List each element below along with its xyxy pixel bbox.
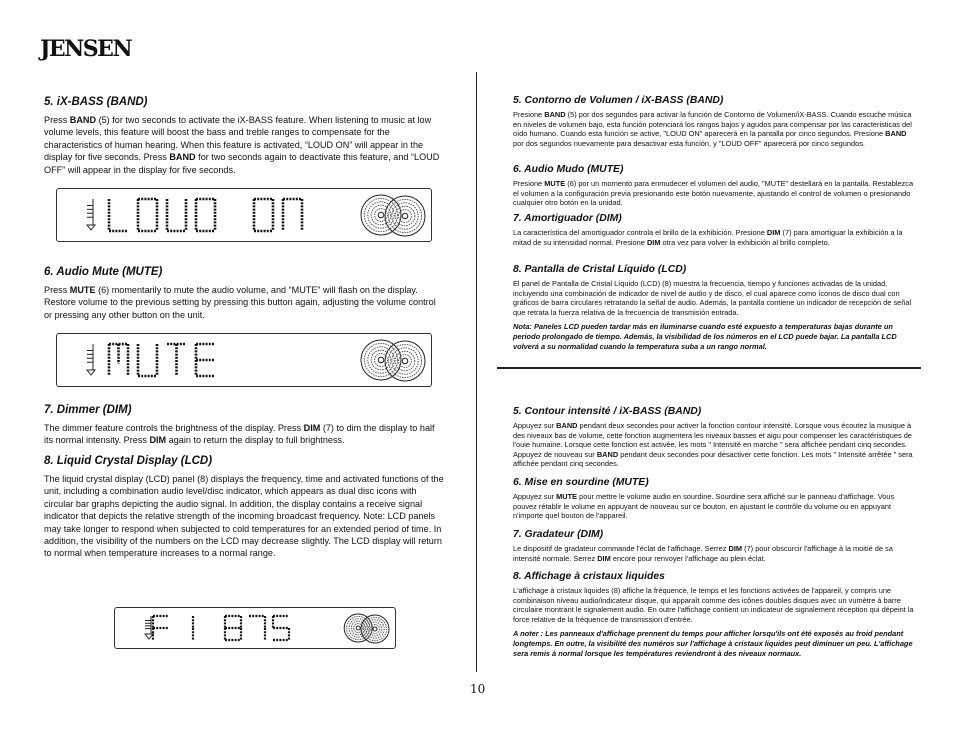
es-body-5: Presione BAND (5) por dos segundos para activar la función de Contorno de Volumen/iX-BASS. Cuando escuche música en niveles de volumen bajo, esta función potenciará los rangos bajos y agudos para compensar por las caracteristicas del oído humano. Cuando esta función se active, "LOUD ON" aparecerá en la pantalla por cinco segundos. Presione BAND por dos segundos nuevamente para desactivar esta función, y "LOUD OFF" aparecerá por cinco segundos.: [513, 110, 912, 148]
en-section-7: [44, 404, 446, 447]
signal-arrow-icon: [87, 225, 95, 230]
page-number: 10: [470, 682, 486, 696]
fr-body-8: L'affichage à cristaux liquides (8) affiche la fréquence, le temps et les fonctions activées de l'appareil, y compris une combinaison niveau audio/indicateur disque, qui apparaît comme des icônes doubles disques avec un vumètre à barre circulaire montrant le signalement audio. En outre l'affichage contient un indicateur de signalement réception qui dépeint la force relative de la fréquence de transmission d'entrée.: [513, 586, 914, 624]
es-body-7: La característica del amortiguador controla el brillo de la exhibición. Presione DIM (7) para amortiguar la exhibición a la mitad de su intensidad normal. Presione DIM otra vez para volver la exhibición al brillo completo.: [513, 228, 903, 247]
fr-note: A noter : Les panneaux d'affichage prennent du temps pour afficher lorsqu'ils ont été exposés au froid pendant longtemps. En outre, la visibilité des numéros sur l'affichage à cristaux liquides peut diminuer un peu. L'affichage sera remis à normal lorsque les températures reviendront à des niveaux normaux.: [513, 629, 913, 658]
lcd-display-loud-on: [56, 188, 432, 242]
fr-section-7: [513, 529, 915, 563]
es-section-6: [513, 164, 915, 208]
es-body-6: Presione MUTE (6) por un momento para enmudecer el volumen del audio, "MUTE" destellará en la pantalla. Restablezca el volumen a la configuración previa presionando este botón nuevamente, ajustando el control de volumen o presionando cualquier otro botón en la unidad.: [513, 179, 914, 208]
signal-arrow-icon: [87, 370, 95, 375]
fr-section-8: [513, 571, 915, 658]
en-heading-8: 8. Liquid Crystal Display (LCD): [44, 455, 213, 467]
fr-body-6: Appuyez sur MUTE pour mettre le volume audio en sourdine. Sourdine sera affiché sur le panneau d'affichage. Vous pouvez rétablir le volume en appuyant de nouveau sur ce bouton, en ajustant le contrôle du volume ou en appuyant n'importe quel bouton de l'appareil.: [513, 492, 895, 521]
es-section-8: [513, 264, 915, 351]
es-heading-8: 8. Pantalla de Cristal Líquido (LCD): [513, 264, 687, 275]
language-divider: [497, 367, 921, 369]
disc-hub: [378, 357, 384, 363]
en-section-8: [44, 455, 446, 560]
fr-heading-7: 7. Gradateur (DIM): [513, 529, 604, 540]
en-heading-5: 5. iX-BASS (BAND): [44, 96, 148, 108]
es-body-8: El panel de Pantalla de Cristal Líquido (LCD) (8) muestra la frecuencia, tiempo y funciones activadas de la unidad, incluyendo una combinación de indicador de nivel de audio y de disco, el cual aparece como íconos de disco dual con gráficos de barra circulares retratando la señal de audio. Además, la pantalla contiene un indicador de recepción de señal que retrata la fuerza relativa de la frecuencia de transmisión entrada.: [513, 279, 912, 317]
en-body-5: Press BAND (5) for two seconds to activate the iX-BASS feature. When listening to music at low volume levels, this feature will boost the bass and treble ranges to compensate for the characteristics of human hearing. When this feature is activated, “LOUD ON” will appear in the display for five seconds. Press BAND for two seconds again to deactivate this feature, and “LOUD OFF” will appear in the display for five seconds.: [44, 115, 440, 175]
en-section-6: [44, 266, 446, 321]
fr-heading-6: 6. Mise en sourdine (MUTE): [513, 477, 649, 488]
es-section-5: [513, 95, 915, 148]
en-heading-6: 6. Audio Mute (MUTE): [44, 266, 163, 278]
disc-hub: [356, 626, 360, 630]
fr-body-7: Le dispositif de gradateur commande l'éclat de l'affichage. Serrez DIM (7) pour obscurcir l'affichage à la moitié de sa intensité normale. Serrez DIM encore pour renvoyer l'affichage au plein éclat.: [513, 544, 893, 563]
fr-heading-5: 5. Contour intensité / iX-BASS (BAND): [513, 406, 702, 417]
brand-logo: JENSEN: [40, 36, 132, 62]
disc-hub: [378, 212, 384, 218]
en-section-5: [44, 96, 446, 176]
fr-section-5: [513, 406, 915, 469]
es-heading-6: 6. Audio Mudo (MUTE): [513, 164, 624, 175]
lcd-display-frequency: [114, 607, 396, 649]
signal-arrow-icon: [145, 634, 153, 639]
es-heading-7: 7. Amortiguador (DIM): [513, 213, 622, 224]
en-heading-7: 7. Dimmer (DIM): [44, 404, 132, 416]
lcd-graphic: [57, 334, 431, 386]
lcd-graphic: [115, 608, 395, 648]
lcd-graphic: [57, 189, 431, 241]
es-section-7: [513, 213, 915, 247]
fr-section-6: [513, 477, 915, 521]
fr-body-5: Appuyez sur BAND pendant deux secondes pour activer la fonction contour intensité. Lorsque vous écoutez la musique à des niveaux bas de volume, cette fonction augmentera les niveaux basses et aigu pour compenser les caractéristiques de l'ouie humaine. Lorsque cette fonction est activée, les mots " Intensité en marche " sera affichée pendant cinq secondes. Appuyez de nouveau sur BAND pendant deux secondes pour désactiver cette fonction. Les mots " Intensité arrêtée " sera affichée pendant cinq secondes.: [513, 421, 913, 469]
es-note: Nota: Paneles LCD pueden tardar más en iluminarse cuando esté expuesto a temperaturas bajas durante un periodo prolongado de tiempo. Además, la visibilidad de los números en el LCD puede bajar. La pantalla LCD volverá a su normalidad cuando la temperatura suba a un rango normal.: [513, 322, 897, 351]
column-divider: [476, 72, 477, 672]
lcd-display-mute: [56, 333, 432, 387]
disc-hub: [402, 213, 408, 219]
es-heading-5: 5. Contorno de Volumen / iX-BASS (BAND): [513, 95, 724, 106]
fr-heading-8: 8. Affichage à cristaux liquides: [513, 571, 665, 582]
disc-hub: [373, 627, 377, 631]
en-body-6: Press MUTE (6) momentarily to mute the audio volume, and “MUTE” will flash on the display. Restore volume to the previous setting by pressing this button again, adjusting the volume control or pressing any other button on the unit.: [44, 285, 436, 320]
en-body-8: The liquid crystal display (LCD) panel (8) displays the frequency, time and activated functions of the unit, including a combination audio level/disc indicator, which appears as dual disc icons with circular bar graphs depicting the audio signal. In addition, the display contains a receive signal indicator that depicts the relative strength of the incoming broadcast frequency. Note: LCD panels may take longer to respond when subjected to cold temperatures for an extended period of time. In addition, the visibility of the numbers on the LCD may decrease slightly. The LCD display will return to normal when temperature increases to a normal range.: [44, 474, 444, 559]
en-body-7: The dimmer feature controls the brightness of the display. Press DIM (7) to dim the display to half its normal intensity. Press DIM again to return the display to full brightness.: [44, 423, 435, 446]
disc-hub: [402, 358, 408, 364]
